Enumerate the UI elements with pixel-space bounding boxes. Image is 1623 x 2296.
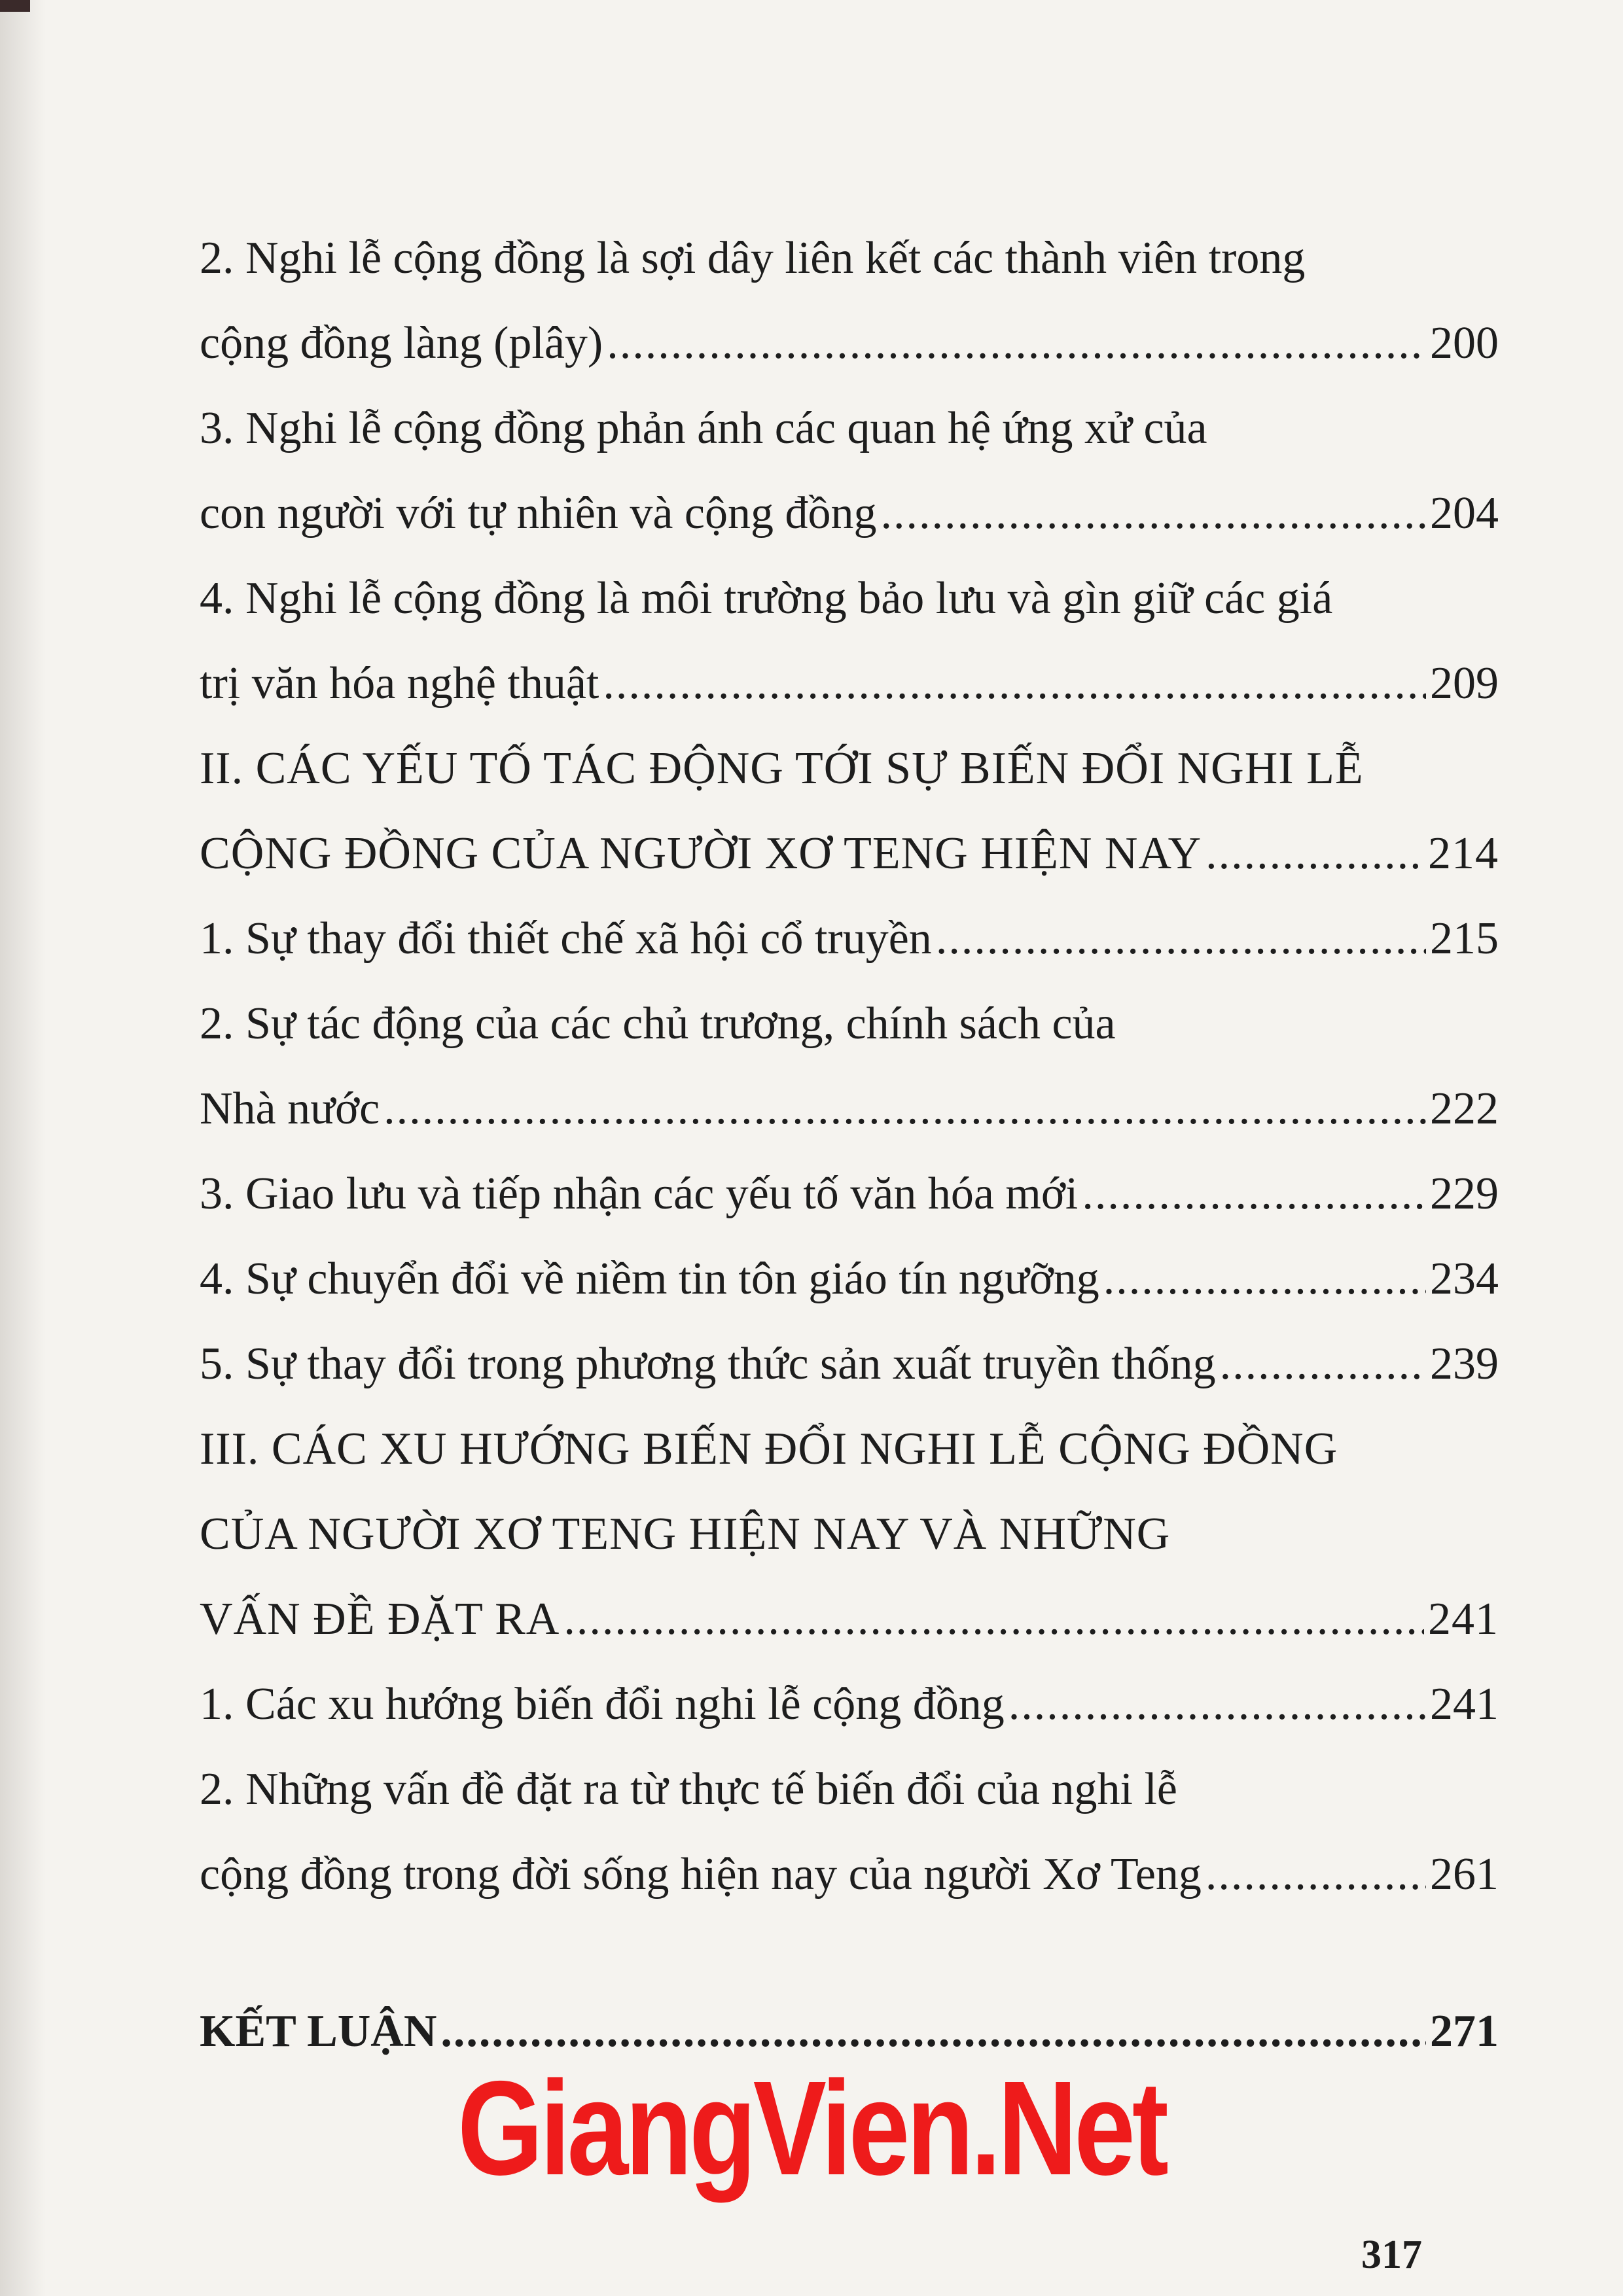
toc-line [200, 1577, 1499, 1662]
dot-leader [383, 1067, 1426, 1152]
toc-entry-text: Nhà nước [200, 1084, 380, 1134]
toc-page-number: 261 [1430, 1849, 1499, 1899]
toc-line [200, 1832, 1499, 1917]
conclusion-heading: KẾT LUẬN [200, 2006, 437, 2057]
toc-line [200, 726, 1499, 811]
toc-entry-text: 3. Nghi lễ cộng đồng phản ánh các quan hệ ứng xử của [200, 403, 1207, 453]
toc-page-number: 241 [1428, 1594, 1499, 1644]
toc-entry-text: trị văn hóa nghệ thuật [200, 658, 599, 709]
toc-page-number: 209 [1430, 658, 1499, 709]
toc-entry-text: 4. Sự chuyển đổi về niềm tin tôn giáo tín ngưỡng [200, 1254, 1099, 1304]
dot-leader [563, 1577, 1424, 1662]
toc-line [200, 1322, 1499, 1407]
dot-leader [607, 301, 1426, 386]
toc-line [200, 1237, 1499, 1322]
toc-entry-text: 2. Những vấn đề đặt ra từ thực tế biến đổi của nghi lễ [200, 1764, 1177, 1814]
dot-leader [1103, 1237, 1426, 1322]
toc-page-number: 239 [1430, 1339, 1499, 1389]
toc-entry-text: 4. Nghi lễ cộng đồng là môi trường bảo lưu và gìn giữ các giá [200, 573, 1333, 624]
toc-page-number: 200 [1430, 318, 1499, 368]
toc-section-heading: CỘNG ĐỒNG CỦA NGƯỜI XƠ TENG HIỆN NAY [200, 828, 1202, 879]
toc-page-number: 271 [1430, 2006, 1499, 2057]
table-of-contents [200, 216, 1499, 2074]
dot-leader [936, 896, 1426, 981]
toc-line [200, 1152, 1499, 1237]
toc-page-number: 214 [1428, 828, 1499, 879]
toc-entry-text: cộng đồng làng (plây) [200, 318, 603, 368]
toc-entry-text: con người với tự nhiên và cộng đồng [200, 488, 877, 539]
toc-line [200, 301, 1499, 386]
toc-line [200, 471, 1499, 556]
dot-leader [1205, 811, 1424, 896]
toc-section-heading: III. CÁC XU HƯỚNG BIẾN ĐỔI NGHI LỄ CỘNG ĐỒNG [200, 1424, 1338, 1474]
dot-leader [1205, 1832, 1426, 1917]
toc-line [200, 1747, 1499, 1832]
toc-line [200, 811, 1499, 896]
toc-page-number: 234 [1430, 1254, 1499, 1304]
toc-line [200, 1662, 1499, 1747]
toc-line [200, 556, 1499, 641]
toc-entry-text: 1. Các xu hướng biến đổi nghi lễ cộng đồng [200, 1679, 1005, 1729]
toc-entry-text: 1. Sự thay đổi thiết chế xã hội cổ truyền [200, 913, 932, 964]
toc-page-number: 222 [1430, 1084, 1499, 1134]
toc-entry-text: 5. Sự thay đổi trong phương thức sản xuất truyền thống [200, 1339, 1216, 1389]
toc-entry-text: 2. Nghi lễ cộng đồng là sợi dây liên kết các thành viên trong [200, 233, 1306, 283]
dot-leader [603, 641, 1426, 726]
toc-section-heading: II. CÁC YẾU TỐ TÁC ĐỘNG TỚI SỰ BIẾN ĐỔI NGHI LỄ [200, 743, 1364, 794]
page-edge-shadow [0, 0, 46, 2296]
toc-line [200, 1492, 1499, 1577]
corner-mark [0, 0, 30, 12]
toc-line [200, 1067, 1499, 1152]
toc-line [200, 896, 1499, 981]
toc-line [200, 981, 1499, 1067]
toc-line [200, 386, 1499, 471]
toc-page-number: 204 [1430, 488, 1499, 539]
toc-line [200, 216, 1499, 301]
toc-entry-text: 3. Giao lưu và tiếp nhận các yếu tố văn hóa mới [200, 1169, 1079, 1219]
dot-leader [1220, 1322, 1426, 1407]
toc-section-heading: VẤN ĐỀ ĐẶT RA [200, 1594, 560, 1644]
toc-entry-text: cộng đồng trong đời sống hiện nay của người Xơ Teng [200, 1849, 1202, 1899]
toc-page-number: 241 [1430, 1679, 1499, 1729]
toc-line [200, 641, 1499, 726]
watermark-logo: GiangVien.Net [457, 2053, 1166, 2203]
toc-page-number: 215 [1430, 913, 1499, 964]
toc-section-heading: CỦA NGƯỜI XƠ TENG HIỆN NAY VÀ NHỮNG [200, 1509, 1171, 1559]
page-number: 317 [1361, 2233, 1422, 2277]
dot-leader [1082, 1152, 1426, 1237]
dot-leader [880, 471, 1426, 556]
toc-entry-text: 2. Sự tác động của các chủ trương, chính sách của [200, 998, 1116, 1049]
dot-leader [1008, 1662, 1426, 1747]
toc-page-number: 229 [1430, 1169, 1499, 1219]
toc-line [200, 1407, 1499, 1492]
